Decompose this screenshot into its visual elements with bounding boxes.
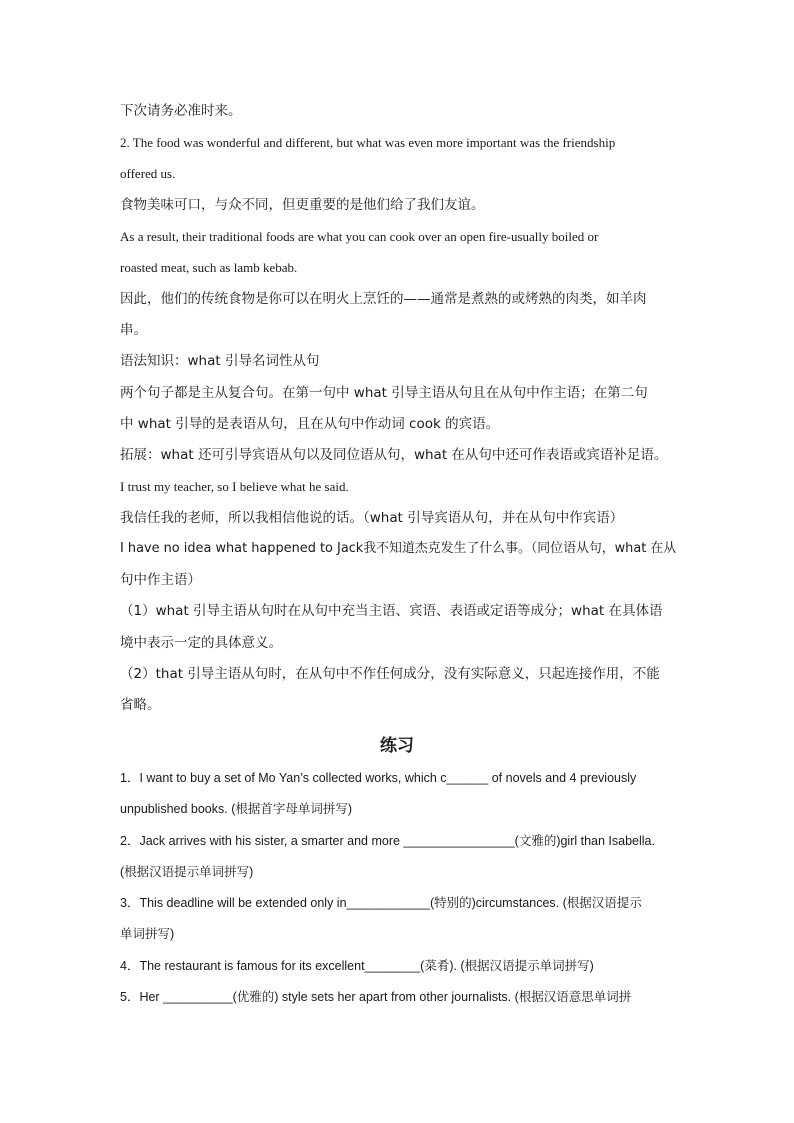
text-line: 境中表示一定的具体意义。	[120, 635, 282, 651]
exercise-line: 4．The restaurant is famous for its excellent________(菜肴). (根据汉语提示单词拼写)	[120, 959, 594, 973]
text-line: 串。	[120, 322, 147, 338]
text-line: 两个句子都是主从复合句。在第一句中 what 引导主语从句且在从句中作主语；在第二句	[120, 385, 648, 401]
text-line: I trust my teacher, so I believe what he said.	[120, 479, 349, 494]
text-line: 省略。	[120, 697, 161, 713]
text-line: As a result, their traditional foods are what you can cook over an open fire-usually boiled or	[120, 229, 599, 244]
exercise-line: (根据汉语提示单词拼写)	[120, 865, 254, 879]
exercise-line: 1．I want to buy a set of Mo Yan’s collected works, which c______ of novels and 4 previously	[120, 771, 637, 785]
text-line: offered us.	[120, 166, 176, 181]
exercise-line: 单词拼写)	[120, 927, 175, 941]
text-line: （1）what 引导主语从句时在从句中充当主语、宾语、表语或定语等成分；what 在具体语	[120, 603, 663, 619]
text-line: 下次请务必准时来。	[120, 103, 242, 119]
text-line: （2）that 引导主语从句时，在从句中不作任何成分，没有实际意义，只起连接作用，不能	[120, 666, 660, 682]
exercise-line: unpublished books. (根据首字母单词拼写)	[120, 802, 353, 816]
text-line: I have no idea what happened to Jack我不知道杰克发生了什么事。（同位语从句，what 在从	[120, 541, 677, 556]
section-title: 练习	[380, 736, 414, 756]
text-line: roasted meat, such as lamb kebab.	[120, 260, 298, 275]
text-line: 拓展：what 还可引导宾语从句以及同位语从句，what 在从句中还可作表语或宾语补足语。	[120, 447, 668, 463]
text-line: 2. The food was wonderful and different, but what was even more important was the friendship	[120, 135, 616, 150]
text-line: 食物美味可口，与众不同，但更重要的是他们给了我们友谊。	[120, 197, 485, 213]
exercise-line: 3．This deadline will be extended only in____________(特别的)circumstances. (根据汉语提示	[120, 896, 642, 910]
text-line: 因此，他们的传统食物是你可以在明火上烹饪的——通常是煮熟的或烤熟的肉类，如羊肉	[120, 291, 647, 307]
text-line: 句中作主语）	[120, 572, 201, 588]
grammar-heading: 语法知识：what 引导名词性从句	[120, 353, 320, 369]
text-line: 我信任我的老师，所以我相信他说的话。（what 引导宾语从句，并在从句中作宾语）	[120, 510, 624, 526]
exercise-line: 5．Her __________(优雅的) style sets her apart from other journalists. (根据汉语意思单词拼	[120, 990, 632, 1004]
text-line: 中 what 引导的是表语从句，且在从句中作动词 cook 的宾语。	[120, 416, 500, 432]
exercise-line: 2．Jack arrives with his sister, a smarter and more ________________(文雅的)girl than Isabella.	[120, 834, 655, 848]
